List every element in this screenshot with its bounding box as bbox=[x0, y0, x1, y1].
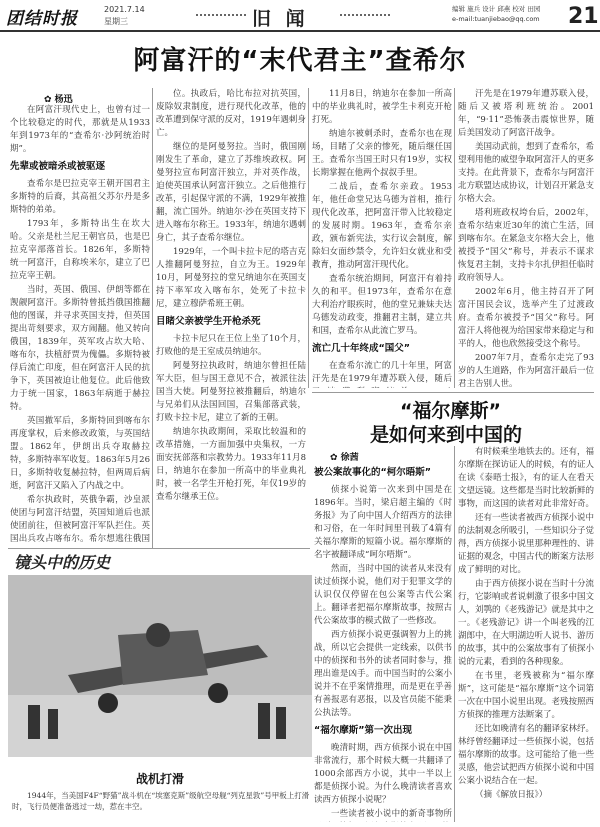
masthead bbox=[0, 0, 600, 40]
column-divider bbox=[152, 88, 153, 548]
paragraph: 2007年7月，查希尔走完了93岁的人生道路，作为阿富汗最后一位君主告别人世。 bbox=[458, 353, 594, 388]
paragraph: 纳迪尔被刺杀时，查希尔也在现场，目睹了父亲的惨死，随后继任国王。查希尔当国王时只有19岁，实权长期掌握在他两个叔叔手里。 bbox=[312, 129, 452, 178]
article2-column-2 bbox=[458, 446, 594, 822]
paragraph: （摘《解放日报》） bbox=[475, 790, 548, 800]
paragraph: 由于西方侦探小说在当时十分流行，它影响或者说刺激了很多中国文人，刘鹗的《老残游记》就是其中之一。《老残游记》讲一个叫老残的江湖郎中，在大明湖边听人说书、游历的故事，其中的公案故事有了侦探小说的元素，看到的各种现象。 bbox=[458, 579, 594, 667]
section-title: 旧 闻 bbox=[252, 8, 309, 30]
article1-column-4 bbox=[458, 88, 594, 388]
article1-column-1 bbox=[10, 104, 150, 544]
subheading: “福尔摩斯”第一次出现 bbox=[314, 725, 412, 736]
article1-column-2 bbox=[156, 88, 306, 544]
photo-title: 战机打滑 bbox=[135, 772, 184, 786]
paragraph: 当时，英国、俄国、伊朗等都在觊觎阿富汗。多斯特曾抵挡俄国推翻他的图谋，并寻求英国支持，但英国提出苛刻要求，双方闹翻。他又转向俄国，1839年，英军攻占坎大哈、喀布尔，扶植舒贾为傀儡。多斯特被俘后流亡印度，但在阿富汗人民的抗争下，英国被迫让他复位。此后他致力于统一国家，1863年病逝于赫拉特。 bbox=[10, 285, 150, 412]
photo-column-head: 镜头中的历史 bbox=[14, 553, 111, 572]
paragraph: 一些读者被小说中的新奇事物所 bbox=[331, 809, 452, 819]
masthead-rule bbox=[0, 30, 600, 32]
article2-column-1 bbox=[314, 462, 452, 822]
subheading: 目睹父亲被学生开枪杀死 bbox=[156, 316, 261, 327]
issue-date: 2021.7.14 bbox=[104, 5, 145, 14]
paragraph: 英国撤军后，多斯特回到喀布尔再度掌权，后来修改政策，与英国结盟。1862年，伊朗出兵夺取赫拉特，多斯特率军收复。1863年5月26日，多斯特收复赫拉特，但两周后病逝，阿富汗又陷入了内战之中。 bbox=[10, 416, 150, 491]
paragraph: 查希尔统治期间，阿富汗有着持久的和平。但1973年，查希尔在意大利治疗眼疾时，他的堂兄兼妹夫达乌德发动政变，推翻君主制，建立共和国，查希尔从此流亡罗马。 bbox=[312, 274, 452, 336]
paragraph: 汗先是在1979年遭苏联入侵，随后又被塔利班统治。2001年，“9·11”恐怖袭击震惊世界，随后美国发动了阿富汗战争。 bbox=[458, 89, 594, 138]
paragraph: 侦探小说第一次来到中国是在1896年。当时，梁启超主编的《时务报》为了向中国人介绍西方的法律和习俗，在一年时间里刊载了4篇有关福尔摩斯的短篇小说。福尔摩斯的名字被翻译成“呵尔唔斯”。 bbox=[314, 485, 452, 560]
editor-credits: 编辑 施兵 设计 邱燕 校对 田园 bbox=[452, 5, 541, 13]
paragraph: 卡拉卡尼只在王位上坐了10个月，打败他的是王室成员纳迪尔。 bbox=[156, 334, 306, 357]
paragraph: 然而，当时中国的读者从来没有读过侦探小说，他们对于犯罪文学的认识仅仅停留在包公案等古代公案上。翻译者把福尔摩斯故事，按照古代公案故事的模式做了一些修改。 bbox=[314, 564, 452, 626]
paragraph: 还有一些读者被西方侦探小说中的法制观念所吸引，一些知识分子觉得，西方侦探小说里那种理性的、讲证据的观念，中国古代的断案方法形成了鲜明的对比。 bbox=[458, 513, 594, 575]
paragraph: 纳迪尔执政期间，采取比较温和的改革措施，一方面加强中央集权，一方面安抚部落和宗教势力。1933年11月8日，纳迪尔在参加一所高中的毕业典礼时，被一名学生开枪打死，年仅19岁的查希尔继承王位。 bbox=[156, 427, 306, 502]
warplane-photo bbox=[8, 575, 312, 757]
article2-byline: ✿ 徐茜 bbox=[330, 453, 359, 463]
decorative-dots-left bbox=[196, 14, 246, 16]
paragraph: 位。执政后，哈比布拉对抗英国，废除奴隶制度，进行现代化改革，他的改革遭到保守派的反对，1919年遇刺身亡。 bbox=[156, 89, 306, 138]
photo-caption: 1944年，当美国F4F“野猫”战斗机在“埃塞克斯”级航空母舰“列克星敦”号甲板上打滑时，飞行员便准备逃过一劫，惹在丰空。 bbox=[12, 791, 310, 811]
paragraph: 继位的是阿曼努拉。当时，俄国刚刚发生了革命，建立了苏维埃政权。阿曼努拉宣布阿富汗独立，并对英作战，迫使英国承认阿富汗独立。之后他推行改革，引起保守派的不满，1929年被推翻，流亡国外。纳迪尔·沙在英国支持下进入喀布尔称王。1933年，纳迪尔遇刺身亡，其子查希尔继位。 bbox=[156, 142, 306, 243]
paragraph: 美国动武前，想到了查希尔，希望利用他的威望争取阿富汗人的更多支持。在此背景下，查希尔与阿富汗北方联盟达成协议，计划召开紧急支尔格大会。 bbox=[458, 142, 594, 204]
paragraph: 塔利班政权垮台后，2002年，查希尔结束近30年的流亡生活，回到喀布尔。在紧急支尔格大会上，他被授予“国父”称号，并表示不谋求恢复君主制，支持卡尔扎伊担任临时政府领导人。 bbox=[458, 208, 594, 283]
page-number: 21 bbox=[568, 4, 599, 29]
article1-byline: ✿ 杨迅 bbox=[44, 95, 73, 105]
paragraph: 在阿富汗现代史上，也曾有过一个比较稳定的时代，那就是从1933年到1973年的“查希尔·沙阿统治时期”。 bbox=[10, 105, 150, 154]
article2-title-line1: “福尔摩斯” bbox=[400, 400, 501, 422]
paragraph: 晚清时期，西方侦探小说在中国非常流行，那个时候大概一共翻译了1000余部西方小说，其中一半以上都是侦探小说。为什么晚清读者喜欢读西方侦探小说呢？ bbox=[314, 743, 452, 805]
article1-column-3 bbox=[312, 88, 452, 388]
paragraph: 11月8日，纳迪尔在参加一所高中的毕业典礼时，被学生卡利克开枪打死。 bbox=[312, 89, 452, 125]
paragraph: 西方侦探小说更强调智力上的挑战，所以它会提供一定线索，以供书中的侦探和书外的读者同时参与，推理出谁是凶手。而中国当时的公案小说并不在乎案情推理，而是更在乎善有善报恶有恶报，以及官员能不能秉公执法等。 bbox=[314, 630, 452, 718]
paragraph: 1929年，一个叫卡拉卡尼的塔吉克人推翻阿曼努拉，自立为王。1929年10月，阿曼努拉的堂兄纳迪尔在英国支持下率军攻入喀布尔，处死了卡拉卡尼，建立穆萨希班王朝。 bbox=[156, 247, 306, 309]
paragraph: 希尔执政时，英俄争霸，沙皇派使团与阿富汗结盟，英国知道后也派使团前往，但被阿富汗军队拦住。英国出兵攻占喀布尔。希尔想逃往俄国 bbox=[10, 495, 150, 544]
paragraph: 二战后，查希尔亲政。1953年，他任命堂兄达乌德为首相，推行现代化改革，把阿富汗带入比较稳定的发展时期。1963年，查希尔亲政，颁布新宪法，实行议会制度，解除妇女面纱禁令，允许妇女就业和受教育，推动阿富汗现代化。 bbox=[312, 182, 452, 270]
issue-weekday: 星期三 bbox=[104, 17, 128, 26]
paragraph: 有时候乘坐地铁去的。还有，福尔摩斯在探访证人的时候，有的证人在读《泰晤士报》，有的证人在看天文望远镜。这些都是当时比较新鲜的事物，而这国的读者对此非常好奇。 bbox=[458, 447, 594, 509]
section-rule bbox=[312, 392, 594, 393]
column-divider bbox=[454, 88, 455, 388]
article1-title: 阿富汗的“末代君主”查希尔 bbox=[133, 46, 467, 76]
column-divider bbox=[454, 446, 455, 822]
photo-section-rule bbox=[8, 548, 310, 549]
paragraph: 在书里，老残被称为“福尔摩斯”，这可能是“福尔摩斯”这个词第一次在中国小说里出现。老残按照西方侦探的推理方法断案了。 bbox=[458, 671, 594, 720]
subheading: 先辈或被暗杀或被驱逐 bbox=[10, 161, 106, 172]
paragraph: 还比如晚清有名的翻译家林纾。林纾曾经翻译过一些侦探小说，包括福尔摩斯的故事。这可能给了他一些灵感，他尝试把西方侦探小说和中国公案小说结合在一起。 bbox=[458, 724, 594, 786]
photo-illustration bbox=[8, 575, 312, 757]
paragraph: 查希尔是巴拉克宰王朝开国君主多斯特的后裔，其高祖父苏尔丹是多斯特的弟弟。 bbox=[10, 179, 150, 215]
subheading: 流亡几十年终成“国父” bbox=[312, 343, 410, 354]
paragraph: 在查希尔流亡的几十年里，阿富汗先是在1979年遭苏联入侵，随后 bbox=[312, 361, 452, 384]
paragraph: 阿曼努拉执政时，纳迪尔曾担任陆军大臣，但与国王意见不合，被派往法国当大使。阿曼努拉被推翻后，纳迪尔与兄弟们从法国回国，召集部落武装，打败卡拉卡尼，建立了新的王朝。 bbox=[156, 361, 306, 423]
editor-email: e-mail:tuanjiebao@qq.com bbox=[452, 15, 540, 23]
subheading: 被公案故事化的“柯尔晤斯” bbox=[314, 467, 431, 478]
paragraph: 2002年6月，他主持召开了阿富汗国民会议，选举产生了过渡政府。查希尔被授予“国父”称号。阿富汗人将他视为给国家带来稳定与和平的人，他也欣然接受这个称号。 bbox=[458, 287, 594, 349]
article2-title-line2: 是如何来到中国的 bbox=[370, 424, 523, 446]
newspaper-logo: 团结时报 bbox=[6, 9, 78, 29]
decorative-dots-right bbox=[340, 14, 390, 16]
paragraph: 1793年，多斯特出生在坎大哈。父亲是杜兰尼王朝官员，也是巴拉克宰部落首长。1826年，多斯特统一阿富汗，自称埃米尔，建立了巴拉克宰王朝。 bbox=[10, 219, 150, 281]
column-divider bbox=[308, 88, 309, 388]
